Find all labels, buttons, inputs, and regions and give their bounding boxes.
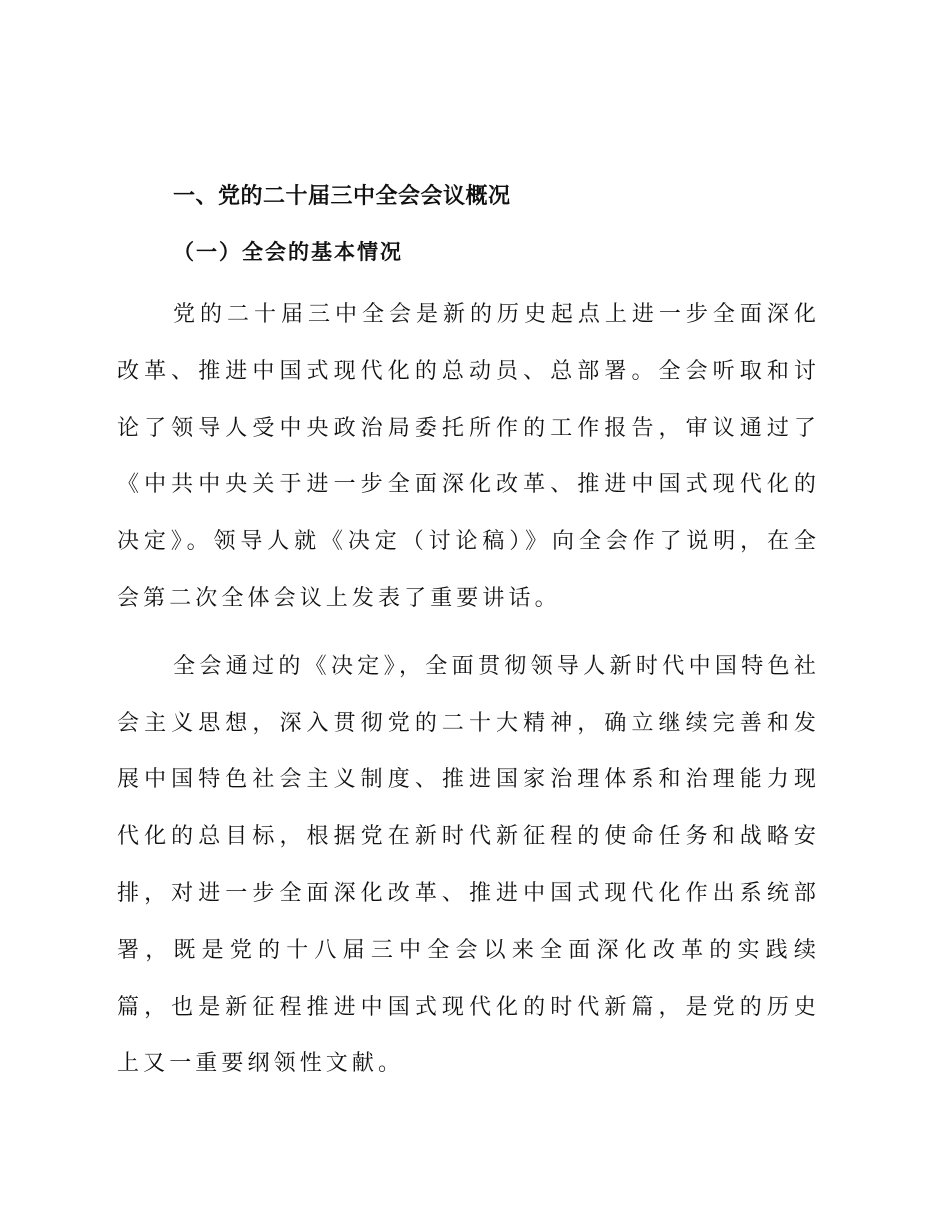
body-paragraph-1: 党的二十届三中全会是新的历史起点上进一步全面深化改革、推进中国式现代化的总动员、总部署。全会听取和讨论了领导人受中央政治局委托所作的工作报告，审议通过了《中共中央关于进一步全面深化改革、推进中国式现代化的决定》。领导人就《决定（讨论稿）》向全会作了说明，在全会第二次全体会议上发表了重要讲话。 [117, 302, 820, 611]
subsection-heading: （一）全会的基本情况 [173, 240, 403, 264]
document-body [117, 178, 820, 1093]
section-heading: 一、党的二十届三中全会会议概况 [173, 184, 511, 209]
body-paragraph-2: 全会通过的《决定》，全面贯彻领导人新时代中国特色社会主义思想，深入贯彻党的二十大精神，确立继续完善和发展中国特色社会主义制度、推进国家治理体系和治理能力现代化的总目标，根据党在新时代新征程的使命任务和战略安排，对进一步全面深化改革、推进中国式现代化作出系统部署，既是党的十八届三中全会以来全面深化改革的实践续篇，也是新征程推进中国式现代化的时代新篇，是党的历史上又一重要纲领性文献。 [117, 653, 820, 1077]
